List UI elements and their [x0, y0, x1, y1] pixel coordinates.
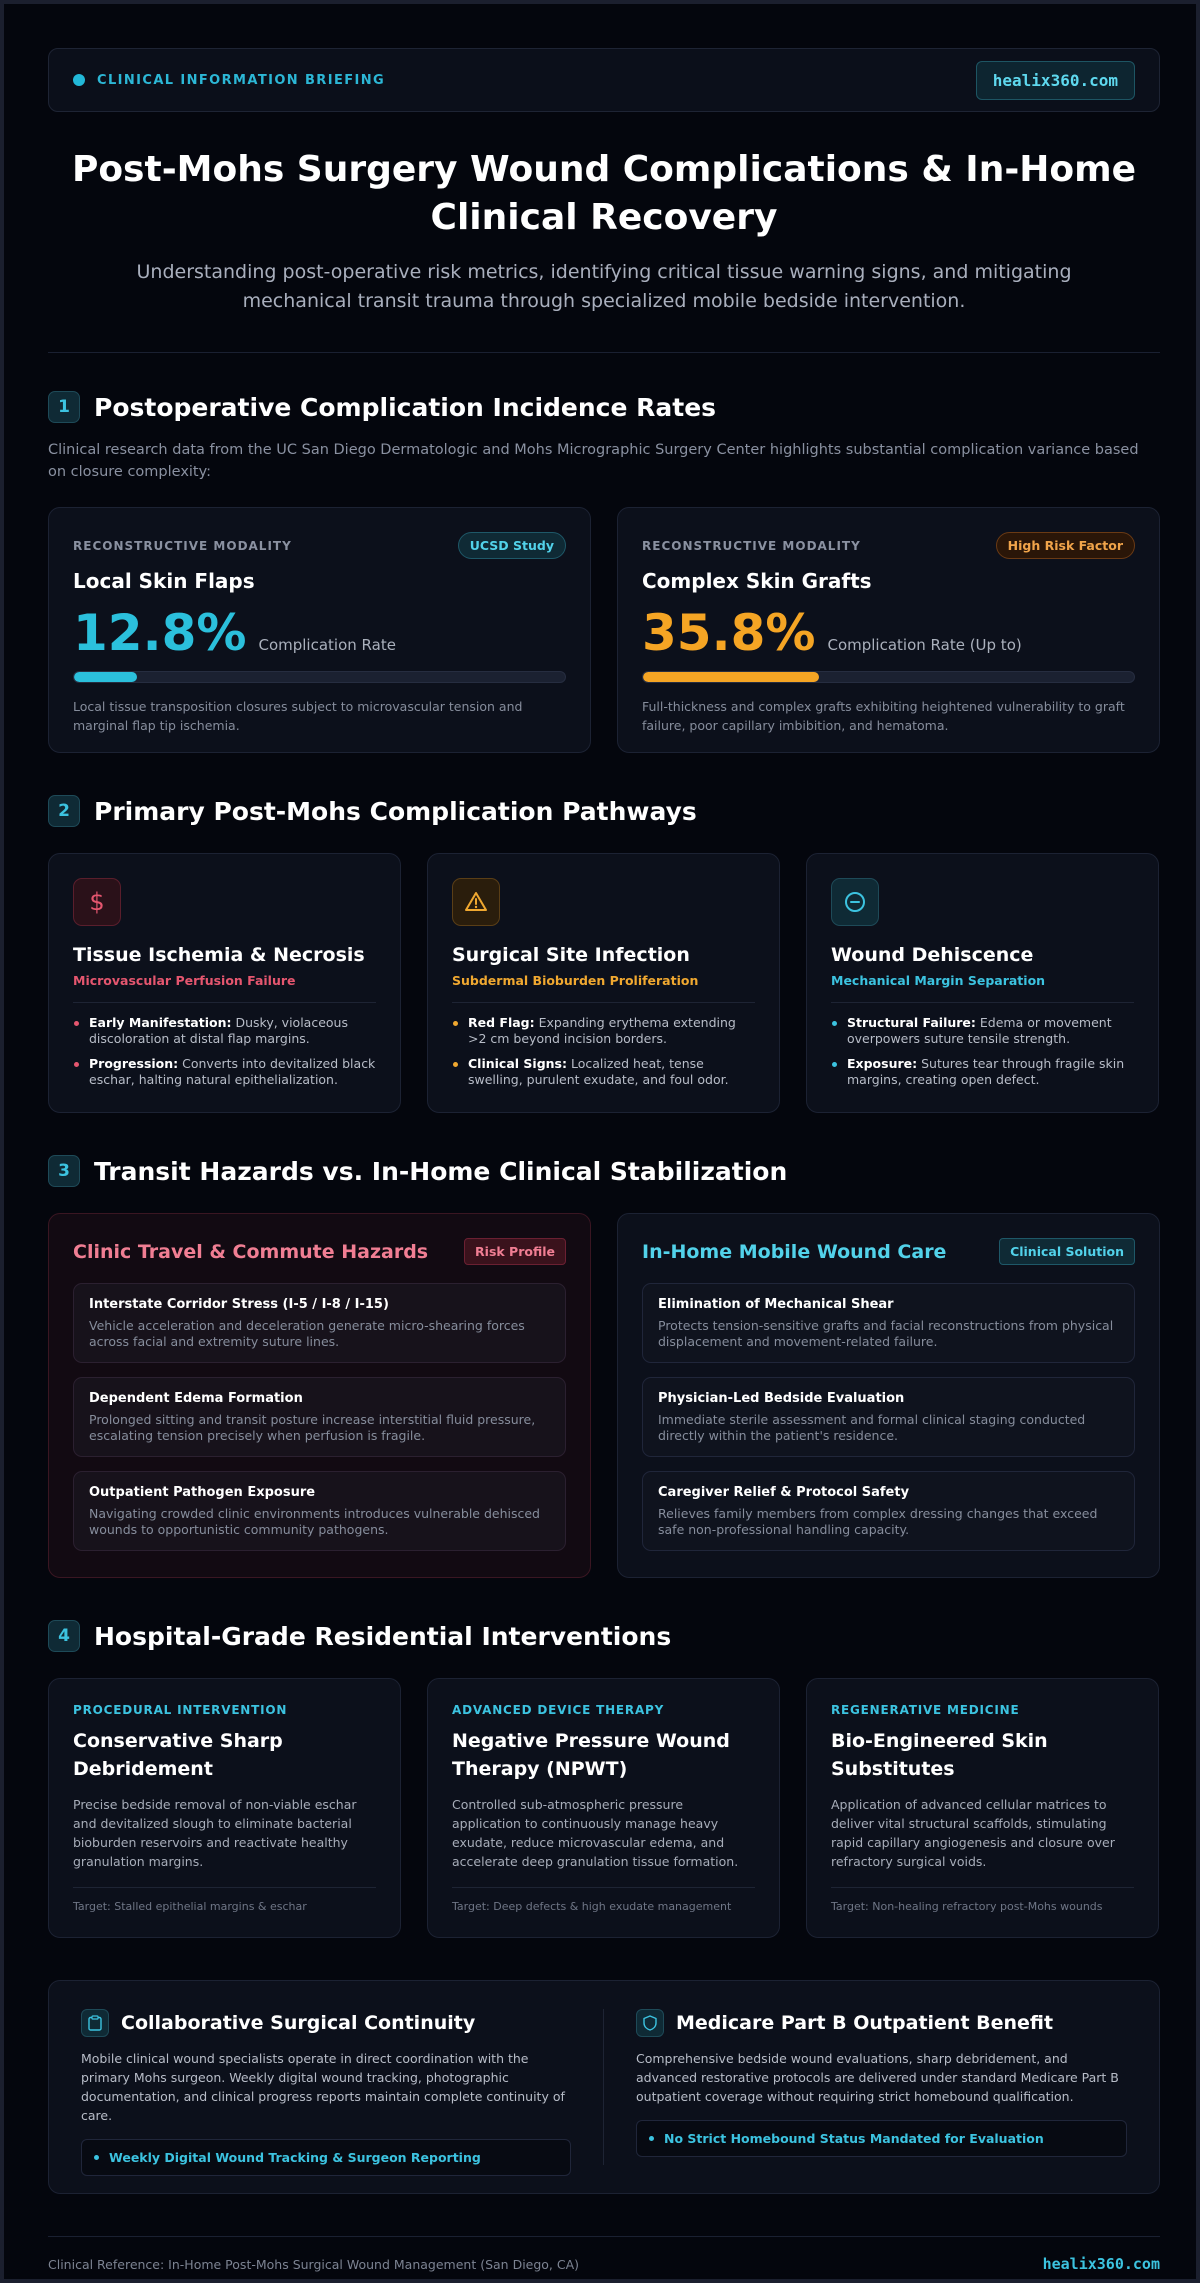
- footer-divider: [48, 2236, 1160, 2237]
- section-number: 3: [48, 1155, 80, 1187]
- briefing-label-group: [73, 73, 385, 88]
- comparison-grid: [48, 1213, 1160, 1578]
- section-residential-interventions: [48, 1620, 1160, 1938]
- pathway-title: Tissue Ischemia & Necrosis: [73, 944, 365, 966]
- list-item: Physician-Led Bedside Evaluation Immediate sterile assessment and formal clinical staging conducted directly within the patient's residence.: [642, 1377, 1135, 1457]
- section-description: Clinical research data from the UC San Diego Dermatologic and Mohs Micrographic Surgery Center highlights substantial complication variance based on closure complexity:: [48, 442, 1139, 480]
- intervention-title: Negative Pressure Wound Therapy (NPWT): [452, 1730, 730, 1780]
- list-item: Red Flag: Expanding erythema extending >2 cm beyond incision borders.: [452, 1015, 755, 1047]
- stat-eyebrow: RECONSTRUCTIVE MODALITY: [642, 538, 861, 553]
- intervention-eyebrow: REGENERATIVE MEDICINE: [831, 1703, 1020, 1717]
- intervention-title: Conservative Sharp Debridement: [73, 1730, 283, 1780]
- warning-icon: [452, 878, 500, 926]
- pathway-card-dehiscence: [806, 853, 1159, 1113]
- intervention-text: Application of advanced cellular matrices to deliver vital structural scaffolds, stimulating rapid capillary angiogenesis and closure over refractory surgical voids.: [831, 1797, 1115, 1869]
- solution-column: [617, 1213, 1160, 1578]
- minus-circle-icon: [831, 878, 879, 926]
- section-title: Hospital-Grade Residential Interventions: [94, 1621, 672, 1651]
- hero-divider: [48, 352, 1160, 353]
- section-number: 4: [48, 1620, 80, 1652]
- stat-badge: UCSD Study: [458, 532, 566, 559]
- stat-progress-bar: [73, 671, 566, 683]
- bullet-dot-icon: [94, 2155, 99, 2160]
- section-title: Primary Post-Mohs Complication Pathways: [94, 796, 697, 826]
- continuity-column: [81, 2009, 604, 2165]
- section-transit-vs-home: [48, 1155, 1160, 1578]
- list-item: Structural Failure: Edema or movement overpowers suture tensile strength.: [831, 1015, 1134, 1047]
- page-title: Post-Mohs Surgery Wound Complications & In-Home Clinical Recovery: [71, 149, 1137, 238]
- section-complication-pathways: [48, 795, 1160, 1113]
- coverage-panel: [48, 1980, 1160, 2194]
- list-item: Caregiver Relief & Protocol Safety Relieves family members from complex dressing changes that exceed safe non-professional handling capacity.: [642, 1471, 1135, 1551]
- page-subtitle: Understanding post-operative risk metrics, identifying critical tissue warning signs, and mitigating mechanical transit trauma through specialized mobile bedside intervention.: [136, 261, 1072, 312]
- list-item: Exposure: Sutures tear through fragile skin margins, creating open defect.: [831, 1056, 1134, 1088]
- stat-eyebrow: RECONSTRUCTIVE MODALITY: [73, 538, 292, 553]
- list-item: Outpatient Pathogen Exposure Navigating crowded clinic environments introduces vulnerable dehisced wounds to opportunistic community pathogens.: [73, 1471, 566, 1551]
- clipboard-icon: [81, 2009, 109, 2037]
- section-title: Postoperative Complication Incidence Rates: [94, 392, 717, 422]
- hero: [48, 112, 1160, 316]
- pathway-subtitle: Microvascular Perfusion Failure: [73, 973, 296, 988]
- stat-unit: Complication Rate: [258, 636, 396, 654]
- stat-value: 12.8%: [73, 604, 247, 662]
- pathway-bullets: [831, 1015, 1134, 1088]
- continuity-note: [81, 2139, 571, 2176]
- intervention-text: Controlled sub-atmospheric pressure application to continuously manage heavy exudate, reduce microvascular edema, and accelerate deep granulation tissue formation.: [452, 1797, 739, 1869]
- medicare-text: Comprehensive bedside wound evaluations, sharp debridement, and advanced restorative protocols are delivered under standard Medicare Part B outpatient coverage without requiring strict homebound qualification.: [636, 2051, 1119, 2104]
- solution-title: In-Home Mobile Wound Care: [642, 1240, 947, 1263]
- pathway-bullets: [73, 1015, 376, 1088]
- footer-reference: Clinical Reference: In-Home Post-Mohs Surgical Wound Management (San Diego, CA): [48, 2256, 580, 2272]
- list-item: Dependent Edema Formation Prolonged sitting and transit posture increase interstitial fluid pressure, escalating tension precisely when perfusion is fragile.: [73, 1377, 566, 1457]
- stat-progress-bar: [642, 671, 1135, 683]
- stat-progress-fill: [643, 672, 819, 682]
- intervention-card-debridement: [48, 1678, 401, 1938]
- section-title: Transit Hazards vs. In-Home Clinical Stabilization: [94, 1156, 788, 1186]
- shield-icon: [636, 2009, 664, 2037]
- list-item: Clinical Signs: Localized heat, tense swelling, purulent exudate, and foul odor.: [452, 1056, 755, 1088]
- intervention-text: Precise bedside removal of non-viable eschar and devitalized slough to eliminate bacterial bioburden reservoirs and reactivate healthy granulation margins.: [73, 1797, 357, 1869]
- medicare-column: [604, 2009, 1127, 2165]
- stat-card-local-flaps: [48, 507, 591, 753]
- stat-name: Local Skin Flaps: [73, 569, 255, 593]
- list-item: Elimination of Mechanical Shear Protects tension-sensitive grafts and facial reconstructions from physical displacement and movement-related failure.: [642, 1283, 1135, 1363]
- section-2-header: [48, 795, 1160, 827]
- footer: [48, 2255, 1160, 2273]
- stat-unit: Complication Rate (Up to): [827, 636, 1022, 654]
- pathway-subtitle: Subdermal Bioburden Proliferation: [452, 973, 699, 988]
- list-item: Early Manifestation: Dusky, violaceous discoloration at distal flap margins.: [73, 1015, 376, 1047]
- intervention-target: Target: Stalled epithelial margins & eschar: [73, 1887, 376, 1913]
- risk-title: Clinic Travel & Commute Hazards: [73, 1240, 429, 1263]
- intervention-eyebrow: PROCEDURAL INTERVENTION: [73, 1703, 288, 1717]
- pathway-bullets: [452, 1015, 755, 1088]
- intervention-card-grid: [48, 1678, 1160, 1938]
- continuity-title: Collaborative Surgical Continuity: [121, 2012, 476, 2034]
- footer-site-link[interactable]: healix360.com: [1042, 2255, 1160, 2273]
- bullet-dot-icon: [649, 2136, 654, 2141]
- medicare-note-label: No Strict Homebound Status Mandated for Evaluation: [664, 2131, 1044, 2146]
- pathway-card-infection: [427, 853, 780, 1113]
- continuity-note-label: Weekly Digital Wound Tracking & Surgeon Reporting: [109, 2150, 481, 2165]
- pathway-subtitle: Mechanical Margin Separation: [831, 973, 1046, 988]
- risk-column: [48, 1213, 591, 1578]
- intervention-card-skin-substitutes: [806, 1678, 1159, 1938]
- pathway-card-ischemia: [48, 853, 401, 1113]
- page-content: [48, 48, 1160, 2273]
- pathway-title: Wound Dehiscence: [831, 944, 1034, 966]
- stat-name: Complex Skin Grafts: [642, 569, 872, 593]
- pathway-card-grid: [48, 853, 1160, 1113]
- site-badge[interactable]: healix360.com: [976, 61, 1135, 100]
- stat-note: Full-thickness and complex grafts exhibiting heightened vulnerability to graft failure, poor capillary imbibition, and hematoma.: [642, 699, 1125, 733]
- medicare-note: [636, 2120, 1127, 2157]
- solution-tag: Clinical Solution: [999, 1238, 1135, 1265]
- status-dot-icon: [73, 74, 85, 86]
- stat-progress-fill: [74, 672, 137, 682]
- continuity-text: Mobile clinical wound specialists operate in direct coordination with the primary Mohs surgeon. Weekly digital wound tracking, photographic documentation, and clinical progress reports maintain complete continuity of care.: [81, 2051, 565, 2123]
- stat-card-grid: [48, 507, 1160, 753]
- section-number: 1: [48, 391, 80, 423]
- intervention-target: Target: Non-healing refractory post-Mohs wounds: [831, 1887, 1134, 1913]
- list-item: Interstate Corridor Stress (I-5 / I-8 / I-15) Vehicle acceleration and deceleration generate micro-shearing forces across facial and extremity suture lines.: [73, 1283, 566, 1363]
- dollar-icon: $: [73, 878, 121, 926]
- stat-value: 35.8%: [642, 604, 816, 662]
- stat-note: Local tissue transposition closures subject to microvascular tension and marginal flap tip ischemia.: [73, 699, 523, 733]
- section-3-header: [48, 1155, 1160, 1187]
- header-bar: [48, 48, 1160, 112]
- pathway-title: Surgical Site Infection: [452, 944, 690, 966]
- briefing-label: CLINICAL INFORMATION BRIEFING: [97, 72, 386, 88]
- intervention-eyebrow: ADVANCED DEVICE THERAPY: [452, 1703, 665, 1717]
- list-item: Progression: Converts into devitalized black eschar, halting natural epithelialization.: [73, 1056, 376, 1088]
- risk-tag: Risk Profile: [464, 1238, 566, 1265]
- section-1-header: [48, 391, 1160, 423]
- stat-badge: High Risk Factor: [996, 532, 1135, 559]
- intervention-card-npwt: [427, 1678, 780, 1938]
- section-number: 2: [48, 795, 80, 827]
- section-4-header: [48, 1620, 1160, 1652]
- section-complication-rates: [48, 391, 1160, 753]
- intervention-target: Target: Deep defects & high exudate management: [452, 1887, 755, 1913]
- medicare-title: Medicare Part B Outpatient Benefit: [676, 2012, 1054, 2034]
- stat-card-complex-grafts: [617, 507, 1160, 753]
- intervention-title: Bio-Engineered Skin Substitutes: [831, 1730, 1048, 1780]
